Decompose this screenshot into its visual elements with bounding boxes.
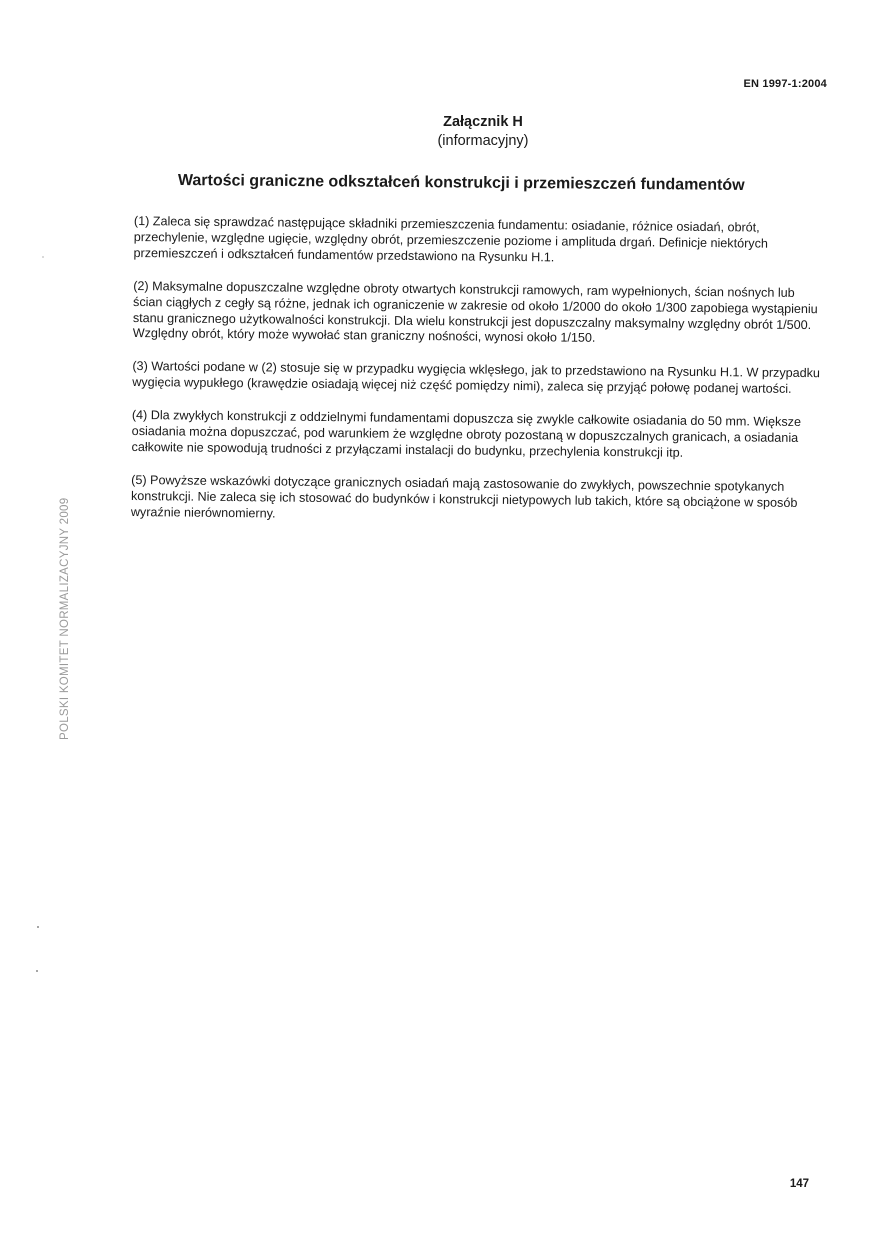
annex-heading: Wartości graniczne odkształceń konstrukcji i przemieszczeń fundamentów (177, 172, 745, 194)
watermark-sidebar: POLSKI KOMITET NORMALIZACYJNY 2009 (59, 497, 71, 740)
paragraph-5: (5) Powyższe wskazówki dotyczące granicznych osiadań mają zastosowanie do zwykłych, powszechnie spotykanych konstrukcji. Nie zaleca się ich stosować do budynków i konstrukcji nietypowych lub takich, które są obciążone w sposób wyraźnie nierównomierny. (130, 472, 798, 521)
page-number: 147 (789, 1178, 809, 1190)
scan-speck (36, 970, 38, 972)
annex-title: Załącznik H (443, 114, 523, 130)
annex-body (131, 214, 824, 545)
annex-subtitle: (informacyjny) (437, 133, 529, 149)
paragraph-3: (3) Wartości podane w (2) stosuje się w przypadku wygięcia wklęsłego, jak to przedstawiono na Rysunku H.1. W przypadku wygięcia wypukłego (krawędzie osiadają więcej niż część pomiędzy nimi), zaleca się przyjąć połowę podanej wartości. (132, 359, 821, 397)
paragraph-2: (2) Maksymalne dopuszczalne względne obroty otwartych konstrukcji ramowych, ram wypełnionych, ścian nośnych lub ścian ciągłych z cegły są różne, jednak ich ograniczenie w zakresie od około 1/2000 do około 1/300 zapobiega wystąpieniu stanu granicznego użytkowalności konstrukcji. Dla wielu konstrukcji jest dopuszczalny maksymalny względny obrót 1/500. Względny obrót, który może wywołać stan graniczny nośności, wynosi około 1/150. (132, 278, 818, 346)
scan-speck (42, 256, 44, 258)
scan-speck (37, 926, 39, 928)
paragraph-4: (4) Dla zwykłych konstrukcji z oddzielnymi fundamentami dopuszcza się zwykle całkowite osiadania do 50 mm. Większe osiadania można dopuszczać, pod warunkiem że względne obroty pozostaną w dopuszczalnych granicach, a osiadania całkowite nie spowodują trudności z przyłączami instalacji do budynku, przechylenia konstrukcji itp. (131, 408, 802, 460)
document-id: EN 1997-1:2004 (743, 78, 827, 90)
paragraph-1: (1) Zaleca się sprawdzać następujące składniki przemieszczenia fundamentu: osiadanie, różnice osiadań, obrót, przechylenie, względne ugięcie, względny obrót, przemieszczenie poziome i amplituda drgań. Definicje niektórych przemieszczeń i odkształceń fundamentów przedstawiono na Rysunku H.1. (133, 214, 769, 265)
